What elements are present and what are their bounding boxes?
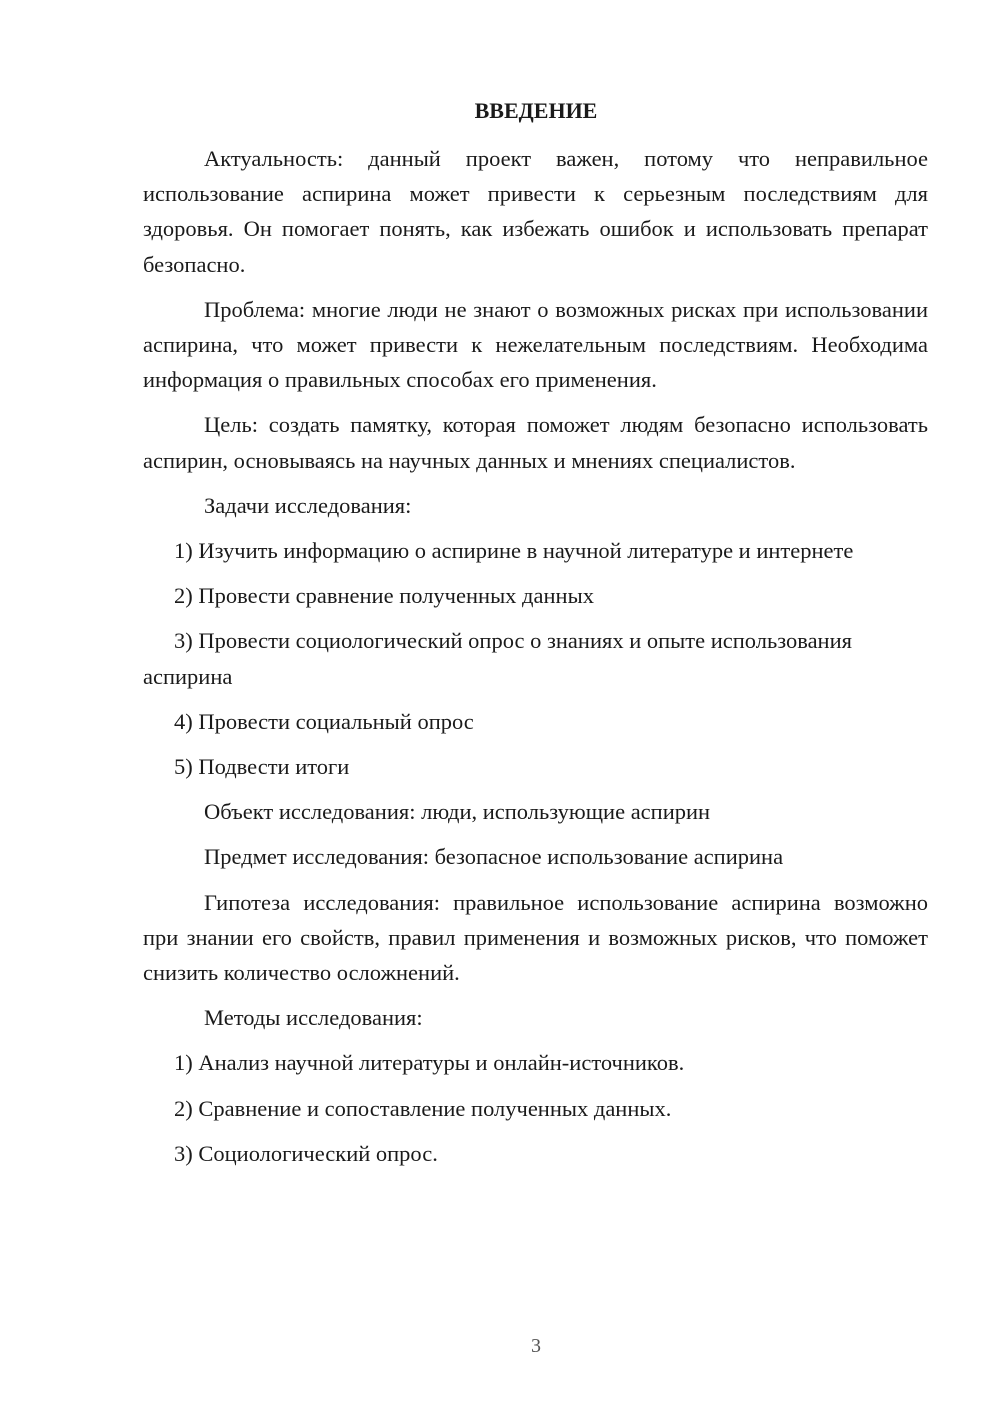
method-item: 2) Сравнение и сопоставление полученных данных. [174, 1095, 672, 1121]
task-item: 2) Провести сравнение полученных данных [174, 583, 594, 609]
task-item: 1) Изучить информацию о аспирине в научной литературе и интернете [174, 538, 854, 564]
methods-heading: Методы исследования: [204, 1005, 423, 1031]
object-paragraph: Объект исследования: люди, использующие аспирин [204, 799, 711, 825]
tasks-heading: Задачи исследования: [204, 492, 412, 518]
method-item: 3) Социологический опрос. [174, 1140, 438, 1166]
task-item: 3) Провести социологический опрос о знаниях и опыте использования аспирина [143, 628, 852, 689]
hypothesis-paragraph: Гипотеза исследования: правильное использование аспирина возможно при знании его свойств, правил применения и возможных рисков, что поможет снизить количество осложнений. [143, 889, 928, 986]
page-number: 3 [531, 1335, 541, 1357]
problem-paragraph: Проблема: многие люди не знают о возможных рисках при использовании аспирина, что может привести к нежелательным последствиям. Необходима информация о правильных способах его применения. [143, 296, 928, 393]
task-item: 5) Подвести итоги [174, 754, 350, 780]
subject-paragraph: Предмет исследования: безопасное использование аспирина [204, 844, 784, 870]
relevance-paragraph: Актуальность: данный проект важен, потому что неправильное использование аспирина может привести к серьезным последствиям для здоровья. Он помогает понять, как избежать ошибок и использовать препарат безопасно. [143, 146, 928, 277]
section-title: ВВЕДЕНИЕ [474, 98, 598, 123]
goal-paragraph: Цель: создать памятку, которая поможет людям безопасно использовать аспирин, основываясь на научных данных и мнениях специалистов. [143, 412, 928, 473]
method-item: 1) Анализ научной литературы и онлайн-источников. [174, 1050, 685, 1076]
section-body [143, 141, 928, 1181]
task-item: 4) Провести социальный опрос [174, 708, 474, 734]
